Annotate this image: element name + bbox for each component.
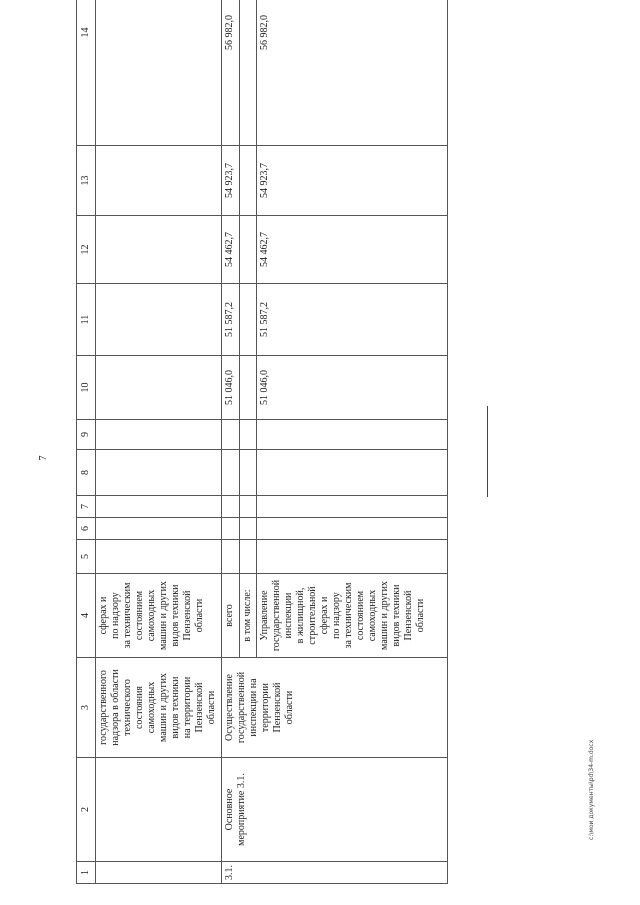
cell-total-col10: 51 046,0 (222, 356, 240, 420)
cell-activity-name: Основное мероприятие 3.1. (222, 758, 448, 862)
header-col-9: 9 (77, 420, 96, 450)
header-col-2: 2 (77, 758, 96, 862)
header-col-3: 3 (77, 658, 96, 758)
header-col-13: 13 (77, 146, 96, 216)
cell-total-label: всего (222, 574, 240, 658)
header-col-14: 14 (77, 0, 96, 146)
header-col-4: 4 (77, 574, 96, 658)
cell-total-col13: 54 923,7 (222, 146, 240, 216)
header-row (77, 0, 96, 884)
table-row-main (222, 0, 240, 884)
footer-file-path: c:\мои документы\pd\34-m.docx (588, 739, 595, 840)
cell-including-label: в том числе: (240, 574, 257, 658)
cell-dept-col13: 54 923,7 (257, 146, 448, 216)
header-col-10: 10 (77, 356, 96, 420)
header-col-1: 1 (77, 862, 96, 884)
header-col-11: 11 (77, 284, 96, 356)
rotated-table-container (76, 15, 448, 884)
header-col-7: 7 (77, 496, 96, 518)
cell-activity-description: Осуществление государственной инспекции на территории Пензенской области (222, 658, 448, 758)
cell-number: 3.1. (222, 862, 448, 884)
cell-total-col11: 51 587,2 (222, 284, 240, 356)
cell-dept-col11: 51 587,2 (257, 284, 448, 356)
header-col-6: 6 (77, 518, 96, 540)
header-col-12: 12 (77, 216, 96, 284)
cell-department-name: Управление государственной инспекции в жилищной, строительной сферах и по надзору за техническим состоянием самоходных машин и других видов техники Пензенской области (257, 574, 448, 658)
program-table (76, 0, 448, 884)
table-row-continuation (96, 0, 222, 884)
cell-dept-col14: 56 982,0 (257, 0, 448, 146)
header-col-5: 5 (77, 540, 96, 574)
cell-total-col14: 56 982,0 (222, 0, 240, 146)
cell-dept-col12: 54 462,7 (257, 216, 448, 284)
separator-line (487, 406, 488, 497)
cell-dept-col10: 51 046,0 (257, 356, 448, 420)
cell-executor-continued: сферах и по надзору за техническим состоянием самоходных машин и других видов техники Пензенской области (96, 574, 222, 658)
cell-total-col12: 54 462,7 (222, 216, 240, 284)
page-number: 7 (38, 455, 49, 461)
cell-description-continued: государственного надзора в области технического состояния самоходных машин и других видов техники на территории Пензенской области (96, 658, 222, 758)
header-col-8: 8 (77, 450, 96, 496)
